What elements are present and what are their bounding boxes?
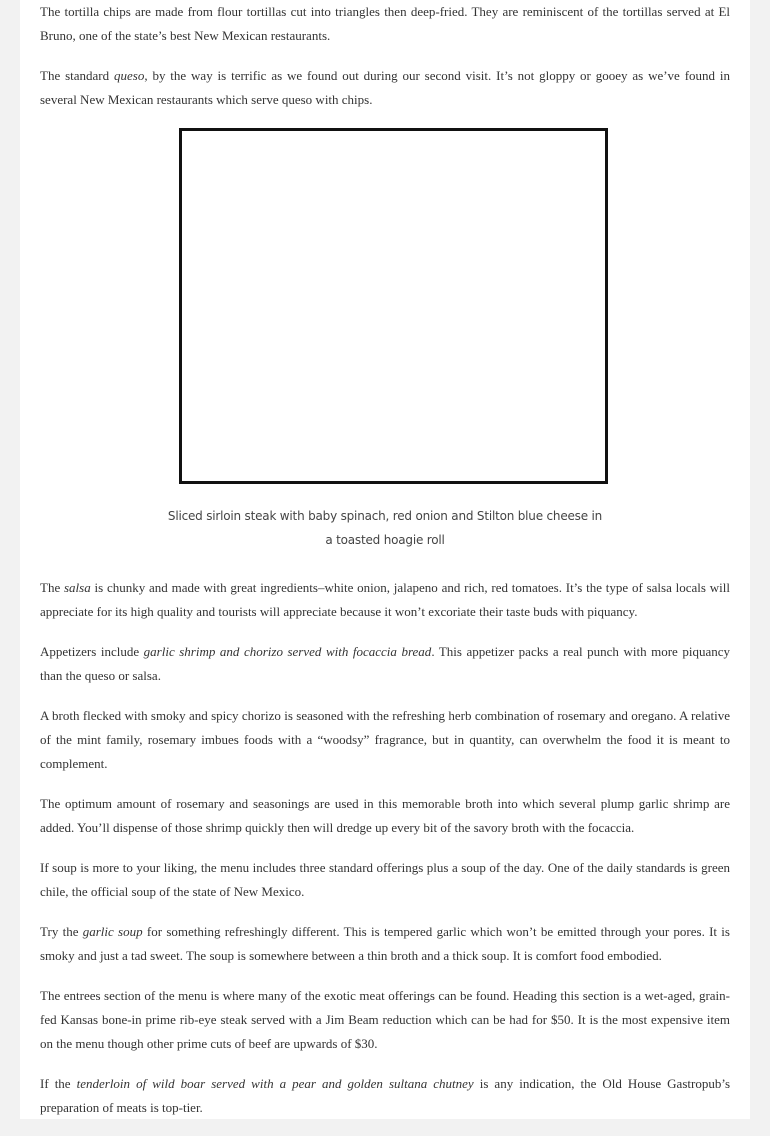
paragraph-text: . This appetizer packs a real punch with more piquancy than the queso or salsa. — [40, 644, 731, 683]
paragraph-text: is any indication, the Old House Gastropub’s preparation of meats is top-tier. — [40, 1076, 731, 1115]
paragraph-text: The optimum amount of rosemary and seasonings are used in this memorable broth into which several plump garlic shrimp are added. You’ll dispense of those shrimp quickly then will dredge up every bit of the savory broth with the focaccia. — [40, 796, 730, 835]
paragraph-text: The tortilla chips are made from flour tortillas cut into triangles then deep-fried. They are reminiscent of the tortillas served at El Bruno, one of the state’s best New Mexican restaurants. — [40, 4, 730, 43]
paragraph-text: If soup is more to your liking, the menu includes three standard offerings plus a soup of the day. One of the daily standards is green chile, the official soup of the state of New Mexico. — [40, 860, 730, 899]
figure-caption: Sliced sirloin steak with baby spinach, red onion and Stilton blue cheese in a toasted hoagie roll — [167, 509, 603, 547]
article-content — [40, 0, 730, 1136]
figure — [40, 128, 730, 552]
article-paragraph — [40, 984, 730, 1056]
article-paragraph — [40, 856, 730, 904]
paragraph-text: The standard — [40, 68, 114, 83]
emphasized-text: queso — [113, 68, 145, 83]
paragraph-text: for something refreshingly different. This is tempered garlic which won’t be emitted through your pores. It is smoky and just a tad sweet. The soup is somewhere between a thin broth and a thick soup. It is comfort food embodied. — [40, 924, 730, 963]
article-paragraph — [40, 1072, 730, 1120]
article-paragraph — [40, 704, 730, 776]
article-paragraph — [40, 0, 730, 48]
emphasized-text: salsa — [64, 580, 91, 595]
paragraph-text: , by the way is terrific as we found out during our second visit. It’s not gloppy or gooey as we’ve found in several New Mexican restaurants which serve queso with chips. — [40, 68, 730, 107]
paragraph-text: The — [40, 580, 64, 595]
paragraph-text: A broth flecked with smoky and spicy chorizo is seasoned with the refreshing herb combination of rosemary and oregano. A relative of the mint family, rosemary imbues foods with a “woodsy” fragrance, but in quantity, can overwhelm the food it is meant to complement. — [40, 708, 730, 771]
paragraph-text: Try the — [40, 924, 83, 939]
emphasized-text: tenderloin of wild boar served with a pear and golden sultana chutney — [76, 1076, 474, 1091]
article-paragraph — [40, 640, 730, 688]
article-paragraph — [40, 576, 730, 624]
emphasized-text: garlic soup — [82, 924, 143, 939]
article-paragraph — [40, 920, 730, 968]
article-paragraph — [40, 792, 730, 840]
article-page — [20, 0, 750, 1119]
article-body-top — [40, 0, 730, 112]
paragraph-text: If the — [40, 1076, 77, 1091]
paragraph-text: The entrees section of the menu is where many of the exotic meat offerings can be found. Heading this section is a wet-aged, grain-fed Kansas bone-in prime rib-eye steak served with a Jim Beam reduction which can be had for $50. It is the most expensive item on the menu though other prime cuts of beef are upwards of $30. — [40, 988, 730, 1051]
emphasized-text: garlic shrimp and chorizo served with focaccia bread — [143, 644, 432, 659]
article-paragraph — [40, 64, 730, 112]
paragraph-text: Appetizers include — [40, 644, 144, 659]
paragraph-text: is chunky and made with great ingredients–white onion, jalapeno and rich, red tomatoes. It’s the type of salsa locals will appreciate for its high quality and tourists will appreciate because it won’t excoriate their taste buds with piquancy. — [40, 580, 730, 619]
figure-image[interactable] — [179, 128, 608, 484]
article-body-bottom — [40, 576, 730, 1120]
